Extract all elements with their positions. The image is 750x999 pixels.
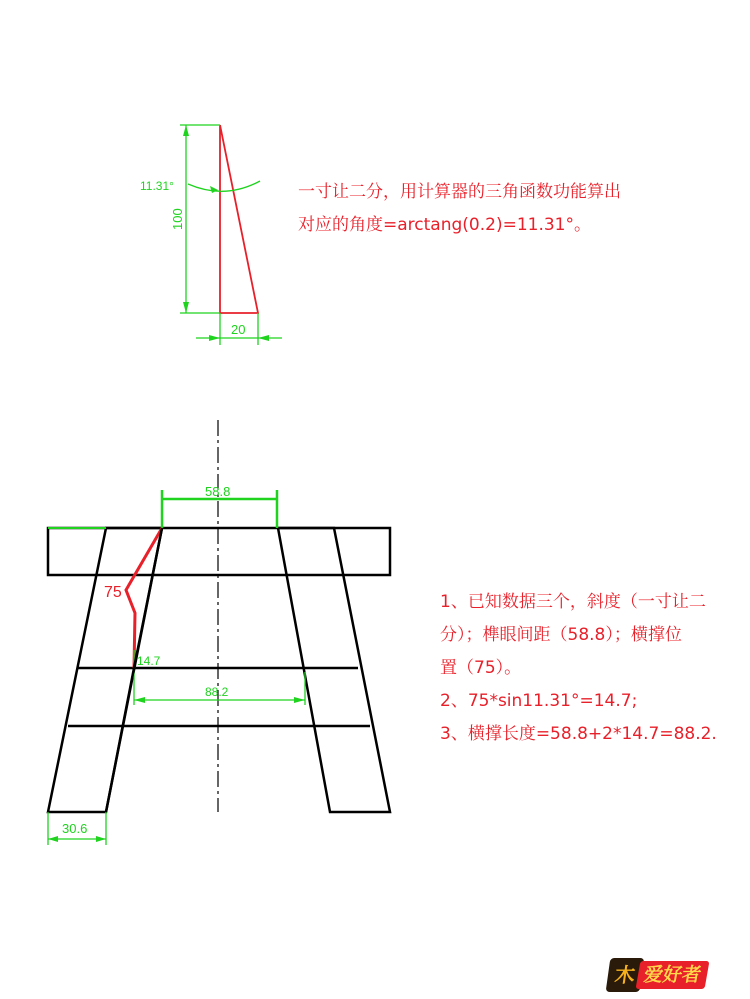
top-note-line2: 对应的角度=arctang(0.2)=11.31°。 — [298, 215, 591, 235]
top-note-line1: 一寸让二分，用计算器的三角函数功能算出 — [298, 182, 621, 202]
leg-width-label: 30.6 — [62, 821, 88, 836]
brace-length-arrow-right — [294, 697, 305, 703]
note-line2: 分）；榫眼间距（58.8）；横撑位 — [440, 625, 682, 645]
note-line4: 2、75*sin11.31°=14.7; — [440, 691, 638, 711]
offset-label: 14.7 — [137, 654, 161, 668]
height-label: 100 — [170, 208, 185, 230]
brace-position-label: 75 — [104, 584, 122, 601]
right-outer-leg — [278, 528, 390, 812]
base-arrow-right — [258, 335, 269, 341]
brace-length-arrow-left — [134, 697, 145, 703]
left-inner-leg-lower — [106, 668, 134, 812]
angle-label: 11.31° — [140, 179, 174, 193]
tenon-spacing-label: 58.8 — [205, 484, 231, 499]
logo-text: 爱好者 — [636, 961, 710, 989]
angle-arc — [188, 181, 260, 191]
calculation-notes — [440, 594, 717, 759]
leg-width-arrow-left — [48, 836, 58, 842]
left-inner-leg — [162, 528, 218, 575]
leg-width-arrow-right — [96, 836, 106, 842]
base-label: 20 — [231, 322, 246, 337]
base-arrow-left — [209, 335, 220, 341]
brace-length-label: 88.2 — [205, 685, 229, 699]
logo-mark: 木 — [606, 958, 645, 992]
left-inner-leg-edge — [134, 528, 162, 668]
site-logo — [608, 958, 730, 992]
slope-triangle-figure — [140, 125, 282, 345]
top-explanation — [298, 184, 621, 234]
left-outer-leg — [48, 528, 162, 812]
bench-figure — [48, 420, 390, 845]
slope-triangle — [220, 125, 258, 313]
note-line5: 3、横撑长度=58.8+2*14.7=88.2. — [440, 724, 717, 744]
note-line1: 1、已知数据三个，斜度（一寸让二 — [440, 592, 706, 612]
note-line3: 置（75）。 — [440, 658, 522, 678]
angle-arc-arrow — [210, 186, 218, 193]
height-arrow-top — [183, 125, 189, 136]
height-arrow-bottom — [183, 302, 189, 313]
